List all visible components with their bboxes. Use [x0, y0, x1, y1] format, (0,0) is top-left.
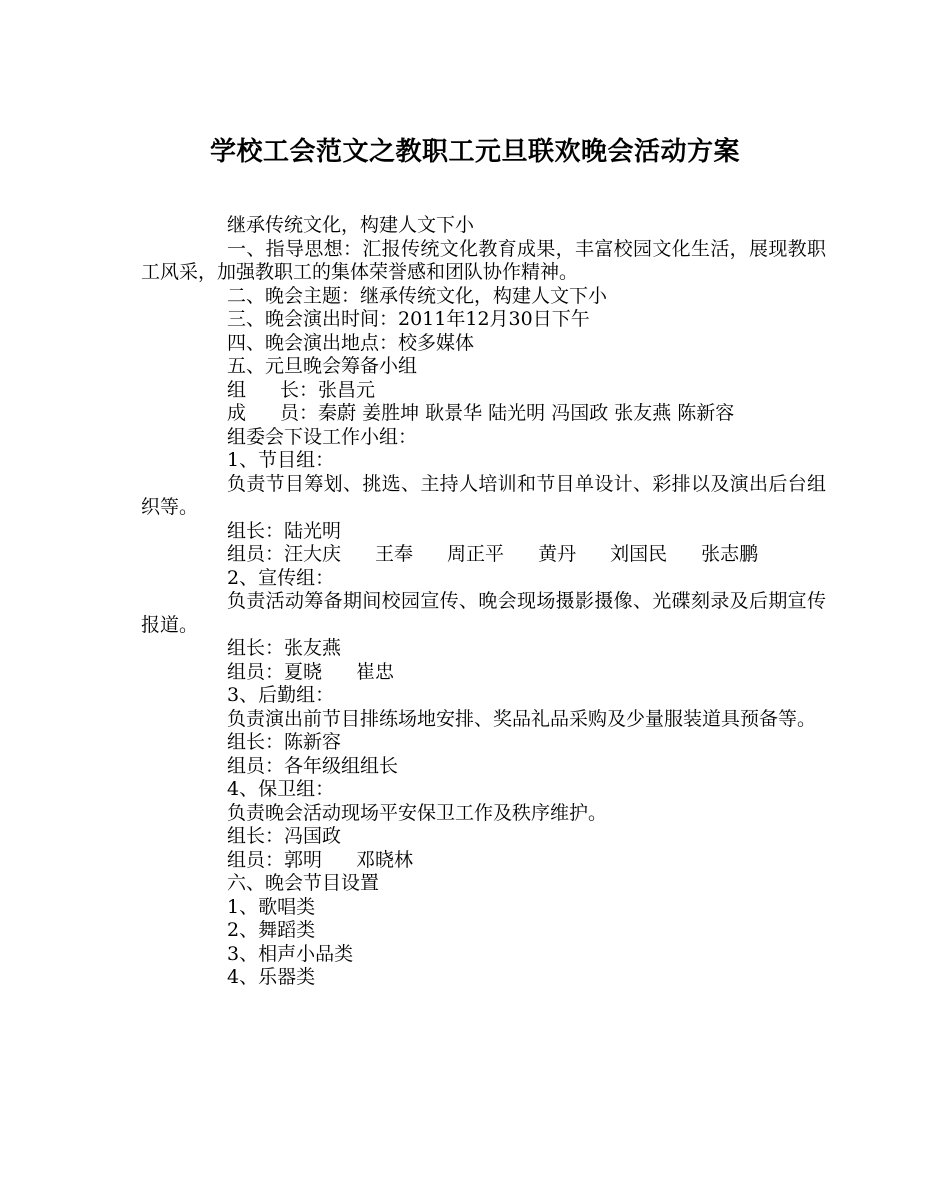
section-program-setup: 六、晚会节目设置: [227, 872, 380, 894]
section-prep-group: 五、元旦晚会筹备小组: [227, 355, 418, 377]
members-label-a: 成: [227, 402, 247, 424]
group3-title: 3、后勤组：: [227, 684, 335, 706]
section-theme: 二、晚会主题：继承传统文化，构建人文下小: [227, 284, 608, 307]
document-title: 学校工会范文之教职工元旦联欢晚会活动方案: [209, 137, 740, 167]
group3-members: 组员：各年级组组长: [227, 754, 399, 777]
program-item: 1、歌唱类: [227, 895, 316, 918]
group4-member: 邓晓林: [356, 848, 414, 871]
group3-desc: 负责演出前节目排练场地安排、奖品礼品采购及少量服装道具预备等。: [227, 707, 817, 730]
group1-member: 汪大庆: [284, 543, 342, 565]
leader-label-b: 长：: [280, 378, 319, 401]
group2-leader: 组长：张友燕: [227, 637, 342, 659]
members-label-b: 员：: [280, 402, 319, 424]
group1-member: 张志鹏: [701, 543, 759, 565]
group2-members-label: 组员：: [227, 660, 285, 683]
group4-leader: 组长：冯国政: [227, 825, 342, 847]
group1-leader: 组长：陆光明: [227, 519, 342, 542]
group1-members: [141, 543, 826, 567]
leader-name: 张昌元: [318, 378, 376, 401]
group2-member: 崔忠: [356, 660, 395, 683]
program-item: 4、乐器类: [227, 966, 316, 988]
group1-member: 黄丹: [538, 543, 577, 565]
group3-leader: 组长：陈新容: [227, 731, 342, 753]
group4-title: 4、保卫组：: [227, 778, 335, 800]
group2-member: 夏晓: [284, 660, 323, 683]
intro-line: 继承传统文化，构建人文下小: [227, 214, 475, 236]
program-item: 2、舞蹈类: [227, 919, 316, 941]
group1-title: 1、节目组：: [227, 449, 335, 471]
members-names: 秦蔚 姜胜坤 耿景华 陆光明 冯国政 张友燕 陈新容: [318, 402, 735, 424]
section-guiding-ideology: 一、指导思想：汇报传统文化教育成果，丰富校园文化生活，展现教职工风采，加强教职工的集体荣誉感和团队协作精神。: [141, 237, 826, 283]
group1-member: 刘国民: [610, 543, 668, 565]
group2-members: [141, 661, 826, 685]
prep-group-leader: [141, 379, 826, 403]
prep-group-members: [141, 402, 826, 426]
group1-members-label: 组员：: [227, 543, 285, 565]
group2-title: 2、宣传组：: [227, 566, 335, 589]
leader-label-a: 组: [227, 378, 247, 401]
group4-member: 郭明: [284, 848, 323, 871]
group1-desc: 负责节目筹划、挑选、主持人培训和节目单设计、彩排以及演出后台组织等。: [141, 472, 826, 518]
group4-members-label: 组员：: [227, 848, 285, 871]
group2-desc: 负责活动筹备期间校园宣传、晚会现场摄影摄像、光碟刻录及后期宣传报道。: [141, 590, 826, 636]
group1-member: 王奉: [375, 543, 414, 565]
group1-member: 周正平: [447, 543, 505, 565]
group4-desc: 负责晚会活动现场平安保卫工作及秩序维护。: [227, 801, 608, 824]
program-item: 3、相声小品类: [227, 942, 354, 965]
document-body: [141, 214, 826, 990]
section-venue: 四、晚会演出地点：校多媒体: [227, 331, 475, 354]
sub-groups-heading: 组委会下设工作小组：: [227, 425, 418, 448]
group4-members: [141, 849, 826, 873]
section-time: 三、晚会演出时间：2011年12月30日下午: [227, 308, 590, 330]
